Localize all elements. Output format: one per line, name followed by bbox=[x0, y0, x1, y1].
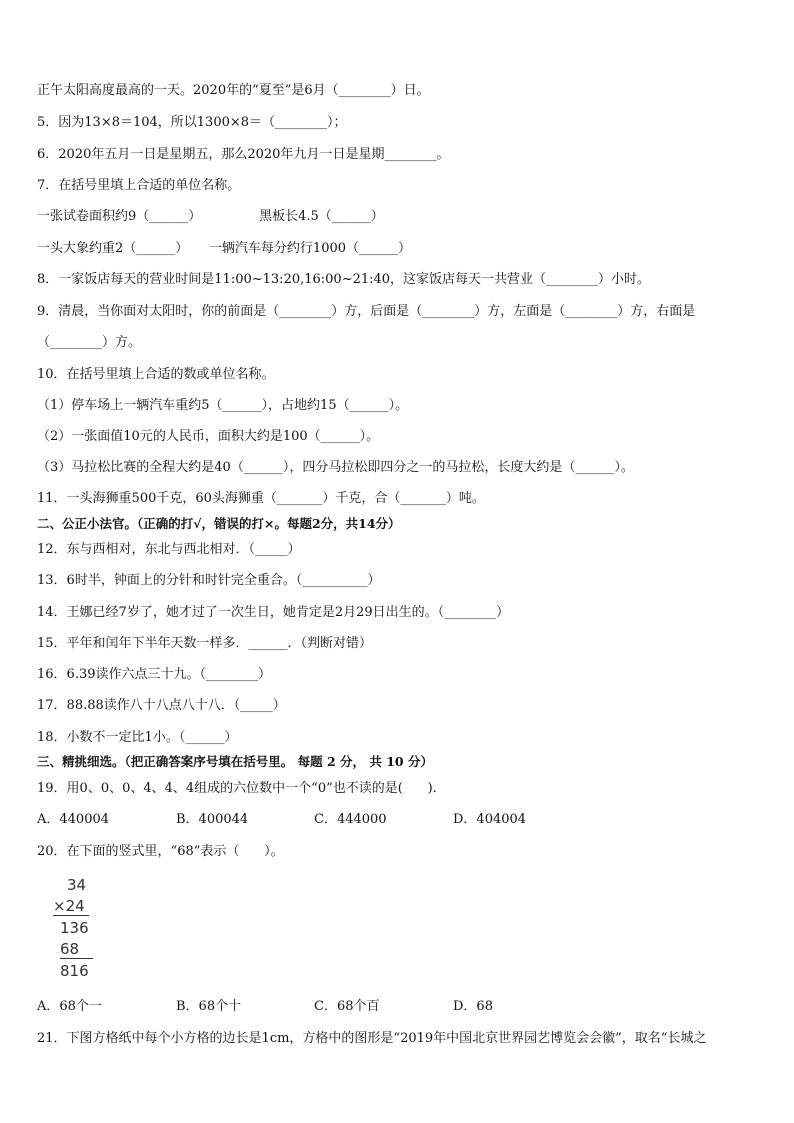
question-11: 11．一头海狮重500千克，60头海狮重（_______）千克，合（_______）吨。 bbox=[37, 491, 485, 506]
question-10-part-1: （1）停车场上一辆汽车重约5（______），占地约15（______）。 bbox=[37, 398, 409, 413]
question-20: 20．在下面的竖式里，“68”表示（ ）。 bbox=[37, 844, 284, 859]
question-10: 10．在括号里填上合适的数或单位名称。 bbox=[37, 367, 275, 382]
q20-option-d: D．68 bbox=[453, 999, 493, 1014]
question-17: 17．88.88读作八十八点八十八．（_____） bbox=[37, 698, 286, 713]
question-18: 18．小数不一定比1小。（______） bbox=[37, 730, 238, 745]
question-21: 21．下图方格纸中每个小方格的边长是1cm，方格中的图形是“2019年中国北京世界园艺博览会会徽”，取名“长城之 bbox=[37, 1031, 707, 1046]
section-3-heading: 三、精挑细选。（把正确答案序号填在括号里。 每题 2 分， 共 10 分） bbox=[37, 754, 433, 769]
calc-rule-2 bbox=[60, 958, 93, 959]
question-10-part-3: （3）马拉松比赛的全程大约是40（______），四分马拉松即四分之一的马拉松，长度大约是（______）。 bbox=[37, 460, 634, 475]
q20-option-c: C．68个百 bbox=[314, 999, 380, 1014]
question-13: 13．6时半，钟面上的分针和时针完全重合。（__________） bbox=[37, 573, 381, 588]
calc-multiplicand: 34 bbox=[67, 876, 87, 894]
question-7-row-1: 一张试卷面积约9（______） 黑板长4.5（______） bbox=[37, 209, 384, 224]
q20-option-b: B．68个十 bbox=[176, 999, 242, 1014]
q4-continuation: 正午太阳高度最高的一天。2020年的“夏至”是6月（________）日。 bbox=[37, 83, 430, 98]
question-14: 14．王娜已经7岁了，她才过了一次生日，她肯定是2月29日出生的。（________） bbox=[37, 605, 510, 620]
question-19: 19．用0、0、0、4、4、4组成的六位数中一个“0”也不读的是( )． bbox=[37, 781, 446, 796]
section-2-heading: 二、公正小法官。（正确的打√，错误的打×。每题2分，共14分） bbox=[37, 516, 401, 531]
question-12: 12．东与西相对，东北与西北相对．（_____） bbox=[37, 542, 301, 557]
question-6: 6．2020年五月一日是星期五，那么2020年九月一日是星期________。 bbox=[37, 147, 450, 162]
question-5: 5．因为13×8＝104，所以1300×8＝（________）； bbox=[37, 115, 347, 130]
question-16: 16．6.39读作六点三十九。（________） bbox=[37, 667, 271, 682]
question-7-row-2: 一头大象约重2（______） 一辆汽车每分约行1000（______） bbox=[37, 241, 412, 256]
calc-partial-2: 68 bbox=[60, 940, 80, 958]
q19-option-d: D．404004 bbox=[453, 812, 527, 827]
question-8: 8．一家饭店每天的营业时间是11:00~13:20,16:00~21:40，这家饭店每天一共营业（________）小时。 bbox=[37, 272, 651, 287]
calc-product: 816 bbox=[60, 962, 89, 980]
question-9: 9．清晨，当你面对太阳时，你的前面是（________）方，后面是（________）方，左面是（________）方，右面是 bbox=[37, 304, 696, 319]
q19-option-b: B．400044 bbox=[176, 812, 249, 827]
question-7: 7．在括号里填上合适的单位名称。 bbox=[37, 178, 241, 193]
calc-rule-1 bbox=[53, 915, 89, 916]
calc-partial-1: 136 bbox=[60, 919, 89, 937]
q19-option-a: A．440004 bbox=[37, 812, 110, 827]
q20-option-a: A．68个一 bbox=[37, 999, 102, 1014]
calc-multiplier: ×24 bbox=[53, 897, 85, 915]
question-15: 15．平年和闰年下半年天数一样多．______．（判断对错） bbox=[37, 636, 373, 651]
question-10-part-2: （2）一张面值10元的人民币，面积大约是100（______）。 bbox=[37, 429, 380, 444]
question-9-cont: （________）方。 bbox=[37, 335, 142, 350]
q19-option-c: C．444000 bbox=[314, 812, 387, 827]
